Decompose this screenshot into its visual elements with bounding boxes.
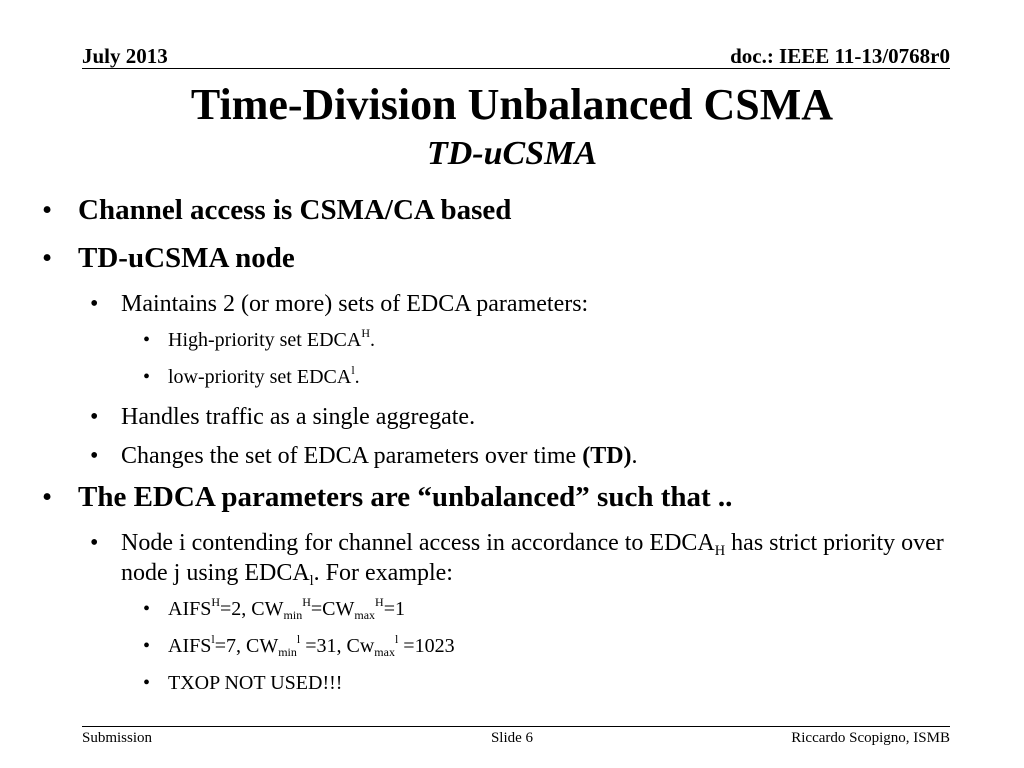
bullet-icon: • [143,329,151,351]
param-value: =7, CW [214,635,279,657]
bullet-icon: • [143,672,151,694]
bullet-icon: • [143,598,151,620]
param-value: =31, Cw [300,635,375,657]
bullet-text: High-priority set EDCA [168,329,362,351]
bullet-text: Changes the set of EDCA parameters over time [121,443,583,469]
bullet-text: Node i contending for channel access in accordance to EDCA [121,530,715,556]
superscript: H [302,595,311,609]
bullet-text-end: . For example: [313,560,453,586]
header-doc-id: doc.: IEEE 11-13/0768r0 [730,44,950,68]
superscript: l [351,363,355,377]
superscript: H [375,595,384,609]
footer-slide-number: Slide 6 [490,730,534,746]
bullet-td-ucsma-node [0,241,1024,276]
subscript: min [278,645,297,660]
footer-submission: Submission [82,730,153,746]
superscript: l [394,632,399,646]
bullet-maintains-sets [0,289,1024,319]
bold-text: (TD) [582,443,632,469]
subscript: l [309,573,314,590]
bullet-text-end: . [631,443,638,469]
subscript: max [374,645,395,660]
subscript: max [354,608,376,623]
param-value: =1 [383,598,405,620]
param-value: =2, CW [220,598,284,620]
bullet-text: low-priority set EDCA [168,366,352,388]
slide-title: Time-Division Unbalanced CSMA [190,80,834,129]
bullet-low-priority-set [0,365,1024,390]
subscript: H [714,543,726,560]
bullet-icon: • [42,194,53,226]
subscript: min [283,608,303,623]
bullet-text: Maintains 2 (or more) sets of EDCA parameters: [121,291,589,317]
bullet-text-end: . [354,366,360,388]
bullet-icon: • [90,443,99,469]
bullet-unbalanced [0,480,1024,515]
param-label: AIFS [168,635,212,657]
slide-body [0,193,1024,708]
bullet-icon: • [90,404,99,430]
bullet-channel-access [0,193,1024,228]
bullet-aifs-high [0,597,1024,622]
superscript: H [361,326,370,340]
bullet-icon: • [143,635,151,657]
bullet-icon: • [42,481,53,513]
header-rule [82,68,950,69]
footer-rule [82,726,950,727]
param-value: =1023 [398,635,455,657]
param-value: =CW [310,598,355,620]
bullet-aifs-low [0,634,1024,659]
bullet-text-end: . [369,329,375,351]
bullet-text: TD-uCSMA node [78,242,295,274]
bullet-handles-traffic [0,402,1024,432]
param-label: AIFS [168,598,212,620]
bullet-text: Channel access is CSMA/CA based [78,194,512,226]
header-date: July 2013 [82,44,168,68]
superscript: l [296,632,301,646]
bullet-icon: • [143,366,151,388]
bullet-text: The EDCA parameters are “unbalanced” such that .. [78,481,733,513]
bullet-icon: • [42,242,53,274]
bullet-high-priority-set [0,328,1024,353]
bullet-txop [0,671,1024,696]
slide-subtitle: TD-uCSMA [426,135,598,172]
superscript: H [211,595,221,609]
footer-author: Riccardo Scopigno, ISMB [791,730,950,746]
bullet-icon: • [90,530,99,556]
superscript: l [211,632,215,646]
bullet-changes-set [0,441,1024,471]
bullet-text: TXOP NOT USED!!! [168,672,343,694]
bullet-node-contending [0,528,1024,588]
bullet-text: Handles traffic as a single aggregate. [121,404,476,430]
bullet-text: has strict priority over node j using EDCA [121,530,944,586]
bullet-icon: • [90,291,99,317]
